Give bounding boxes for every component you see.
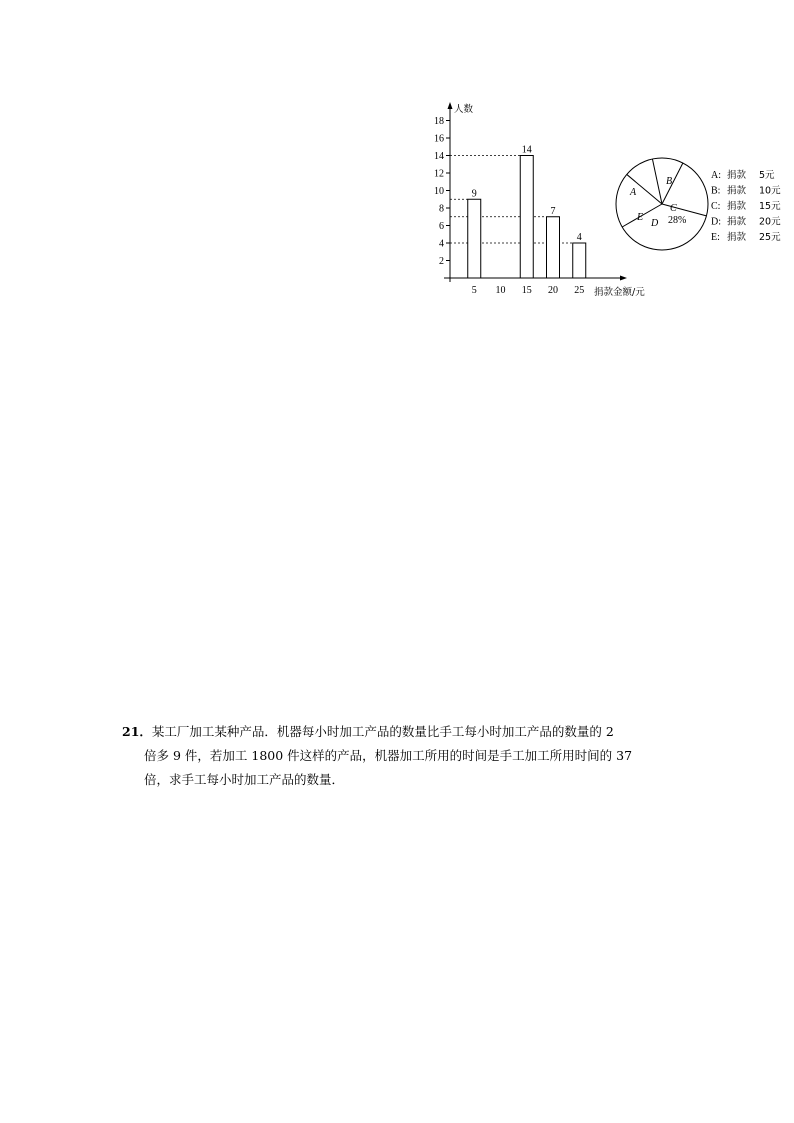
bar-group bbox=[468, 156, 586, 279]
legend-amount: 20元 bbox=[759, 216, 781, 228]
legend-key: C: bbox=[711, 201, 721, 212]
pie-slice-label: E bbox=[637, 212, 644, 223]
pie-legend bbox=[711, 169, 781, 243]
legend-text: 捐款 bbox=[727, 232, 747, 243]
y-tick-label: 8 bbox=[439, 203, 444, 215]
x-tick-group bbox=[472, 285, 585, 296]
question-number: 21． bbox=[122, 724, 152, 739]
pie-slice-label: D bbox=[651, 218, 659, 229]
legend-text: 捐款 bbox=[727, 201, 747, 212]
pie-slice-value: 28% bbox=[668, 215, 687, 226]
legend-amount: 25元 bbox=[759, 232, 781, 243]
y-tick-label: 6 bbox=[439, 221, 444, 232]
bar bbox=[547, 217, 560, 278]
question-21 bbox=[122, 720, 682, 792]
y-tick-label: 14 bbox=[434, 151, 444, 162]
legend-amount: 10元 bbox=[759, 185, 781, 197]
x-tick-label: 20 bbox=[548, 285, 558, 296]
y-tick-group bbox=[434, 116, 450, 267]
pie-slice-label: C bbox=[670, 203, 677, 214]
x-tick-label: 5 bbox=[471, 285, 477, 296]
legend-key: A: bbox=[711, 170, 721, 181]
statistics-figure bbox=[400, 96, 794, 306]
y-tick-label: 4 bbox=[439, 238, 444, 250]
question-text-1: 某工厂加工某种产品．机器每小时加工产品的数量比手工每小时加工产品的数量的 2 bbox=[151, 724, 614, 739]
data-label: 14 bbox=[521, 144, 532, 156]
y-tick-label: 12 bbox=[434, 168, 444, 180]
legend-text: 捐款 bbox=[727, 185, 747, 197]
bar bbox=[573, 243, 586, 278]
pie-slice-label: B bbox=[666, 176, 673, 187]
data-label: 9 bbox=[471, 188, 477, 200]
legend-text: 捐款 bbox=[727, 216, 747, 228]
y-axis-title: 人数 bbox=[454, 104, 474, 115]
question-line-3: 倍，求手工每小时加工产品的数量． bbox=[144, 772, 345, 787]
legend-text: 捐款 bbox=[727, 170, 747, 181]
x-axis-title: 捐款金额/元 bbox=[594, 287, 645, 298]
bar bbox=[520, 156, 533, 279]
y-tick-label: 10 bbox=[434, 186, 444, 197]
data-label: 7 bbox=[550, 205, 556, 217]
y-tick-label: 18 bbox=[434, 116, 444, 127]
pie-chart bbox=[616, 158, 708, 250]
x-tick-label: 25 bbox=[574, 285, 585, 296]
legend-key: B: bbox=[711, 185, 721, 197]
x-tick-label: 15 bbox=[521, 285, 532, 296]
question-line-2: 倍多 9 件，若加工 1800 件这样的产品，机器加工所用的时间是手工加工所用时间的 37 bbox=[144, 748, 633, 763]
y-tick-label: 16 bbox=[434, 133, 444, 145]
question-line-1 bbox=[122, 720, 682, 744]
legend-amount: 5元 bbox=[759, 170, 775, 181]
data-label: 4 bbox=[576, 232, 582, 243]
legend-key: D: bbox=[711, 216, 721, 228]
y-axis-arrow bbox=[448, 102, 453, 109]
x-axis-arrow bbox=[620, 276, 627, 281]
legend-key: E: bbox=[711, 232, 720, 243]
figure-svg bbox=[400, 96, 794, 306]
legend-amount: 15元 bbox=[759, 201, 781, 212]
pie-slice-label: A bbox=[630, 187, 637, 198]
y-tick-label: 2 bbox=[439, 256, 444, 267]
x-tick-label: 10 bbox=[495, 285, 506, 296]
bar bbox=[468, 199, 481, 278]
